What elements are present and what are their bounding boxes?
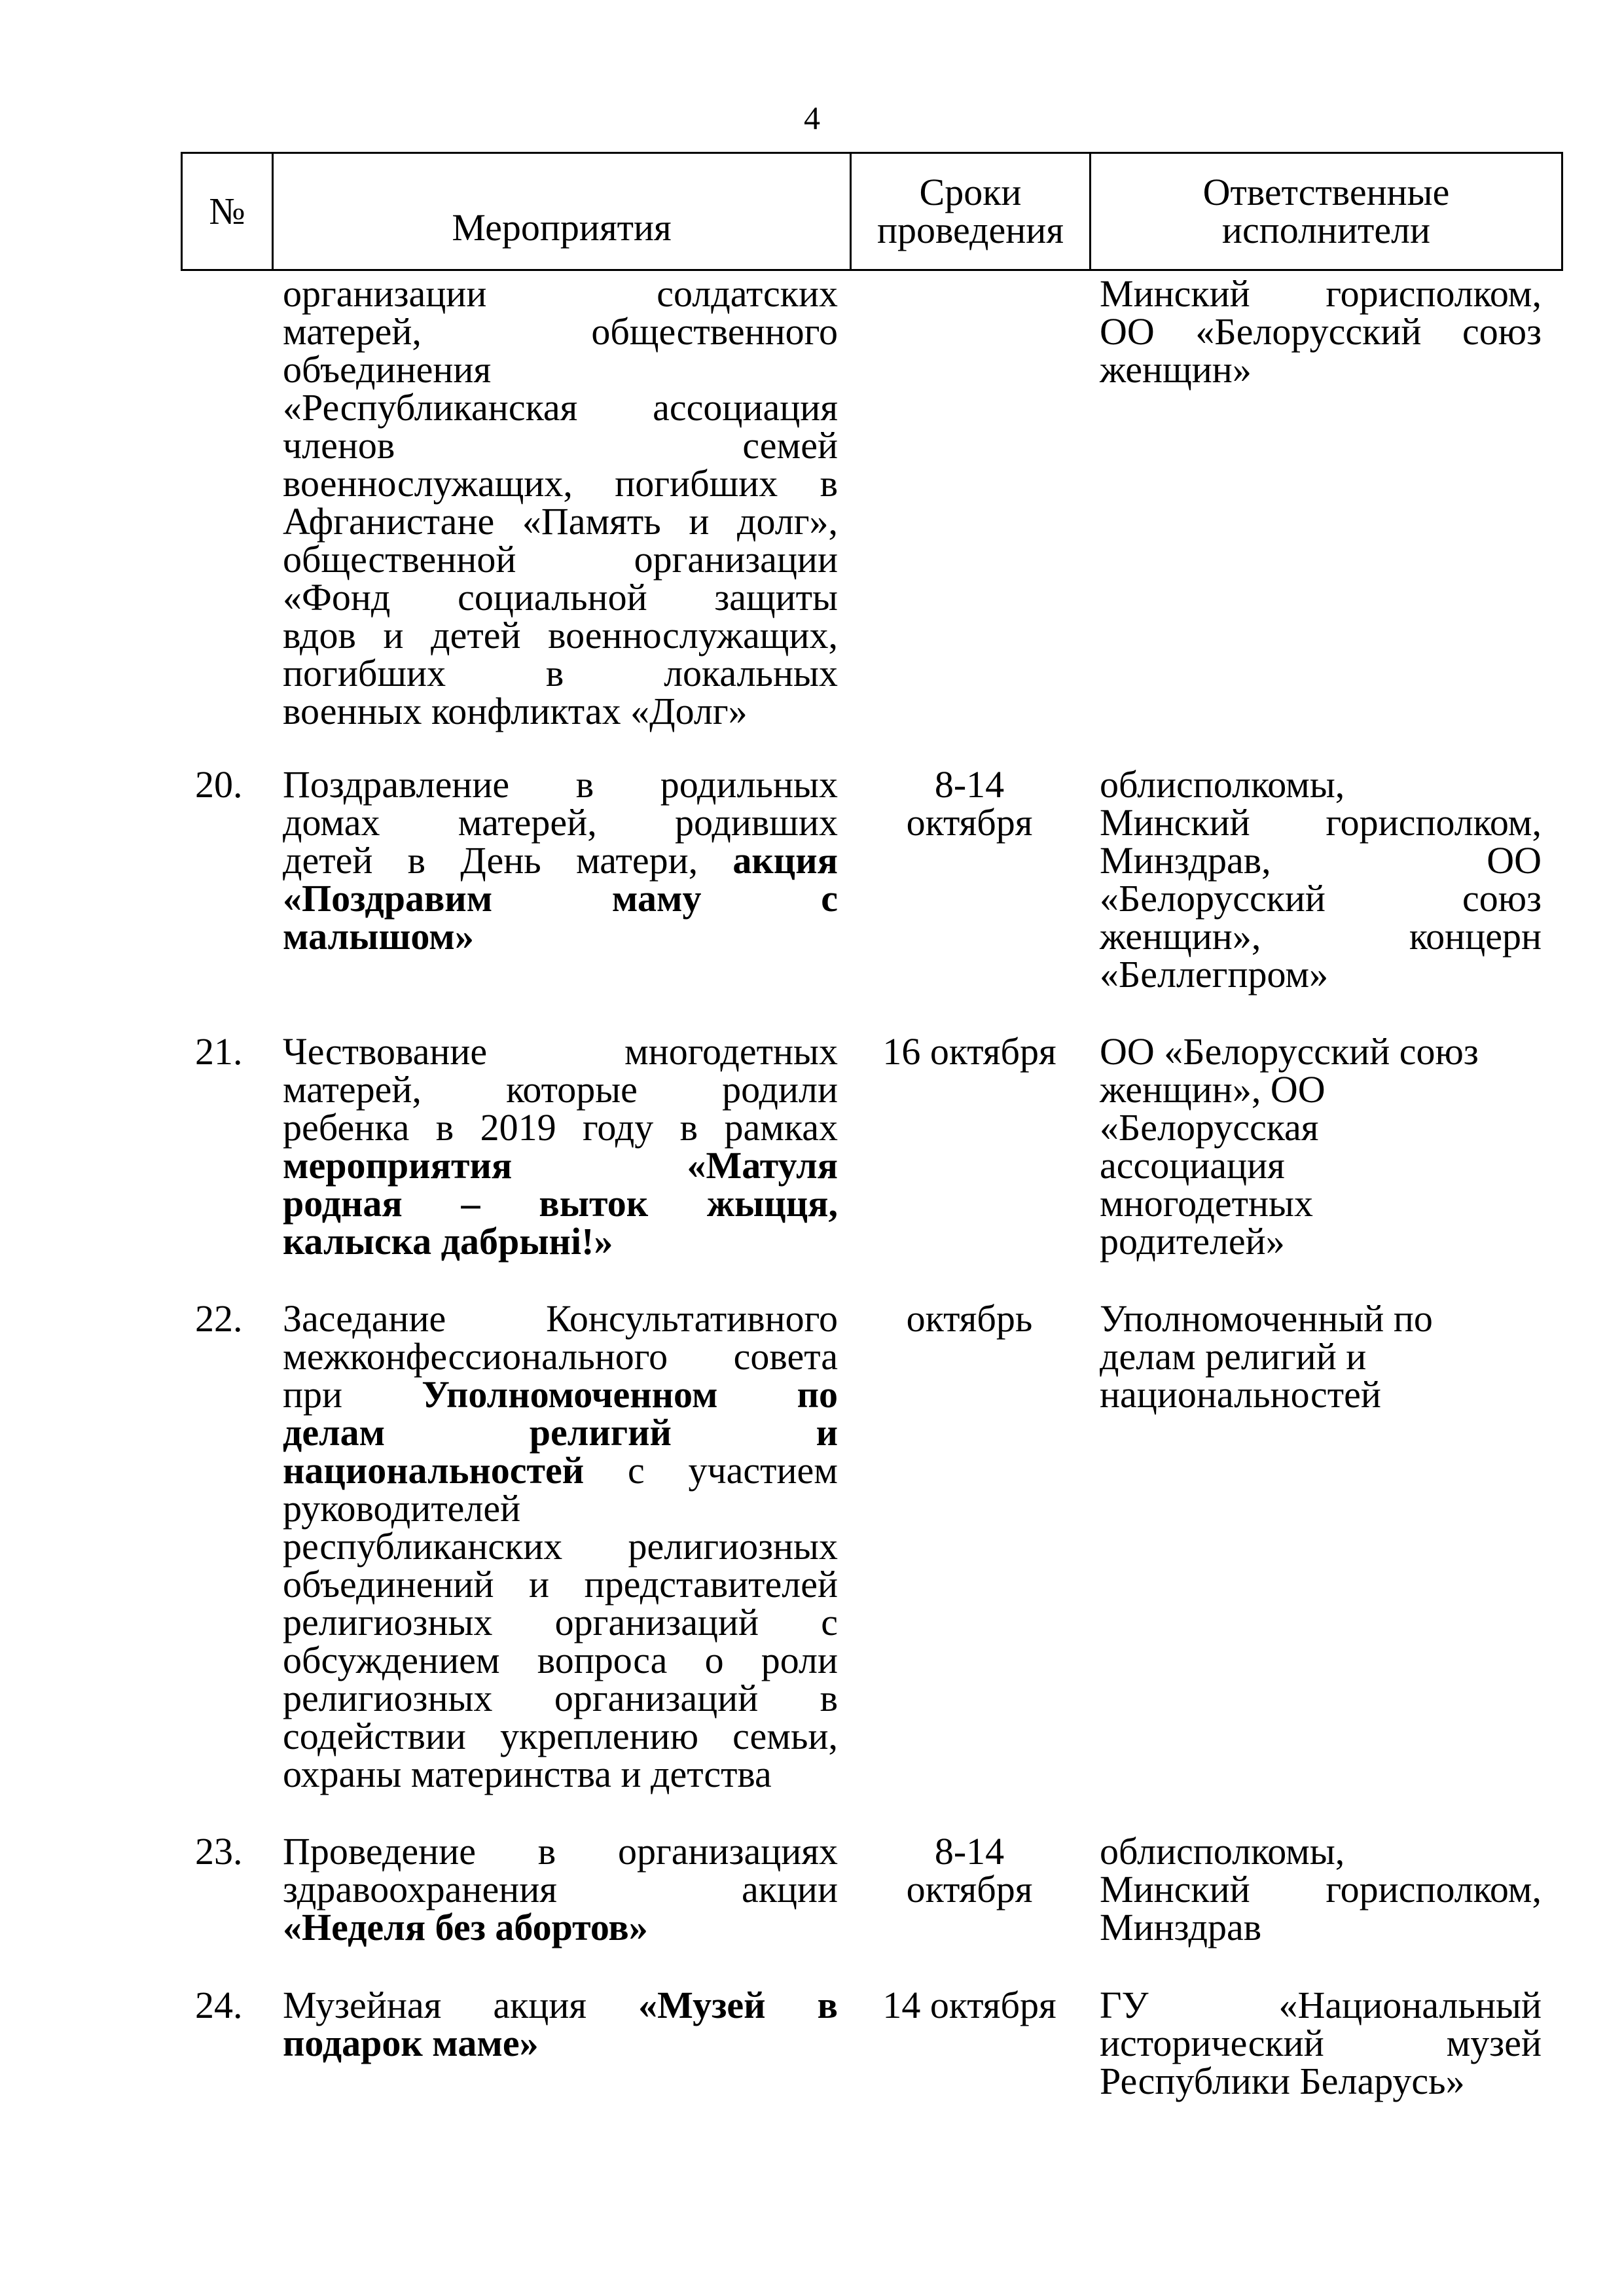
- activity-bold: родная – выток жыцця,: [283, 1182, 838, 1225]
- date-line: 16 октября: [882, 1030, 1056, 1073]
- date-line: октября: [906, 1868, 1033, 1910]
- activity-cell: [283, 763, 838, 958]
- activity-line: [283, 1373, 838, 1416]
- activity-text: с участием: [584, 1449, 838, 1492]
- activity-line: вдов и детей военнослужащих,: [283, 614, 838, 656]
- responsible-line: ГУ «Национальный: [1100, 1984, 1542, 2026]
- responsible-cell: [1100, 763, 1542, 996]
- activity-bold: «Неделя без абортов»: [283, 1906, 648, 1948]
- date-cell: [850, 1030, 1089, 1073]
- activity-line: обсуждением вопроса о роли: [283, 1639, 838, 1681]
- responsible-line: облисполкомы,: [1100, 763, 1345, 806]
- activity-cell: [283, 1030, 838, 1263]
- activity-line: матерей, общественного: [283, 310, 838, 353]
- activity-bold: калыска дабрыні!»: [283, 1220, 613, 1263]
- row-number: 23.: [195, 1830, 243, 1873]
- responsible-line: «Белорусская: [1100, 1106, 1319, 1149]
- responsible-line: женщин», концерн: [1100, 915, 1542, 958]
- responsible-line: Минздрав, ОО: [1100, 839, 1542, 882]
- row-number: 22.: [195, 1297, 243, 1340]
- activity-line: Чествование многодетных: [283, 1030, 838, 1073]
- activity-line: «Фонд социальной защиты: [283, 576, 838, 619]
- responsible-line: Минский горисполком,: [1100, 1868, 1542, 1910]
- activity-text: Музейная акция: [283, 1984, 639, 2026]
- responsible-line: ассоциация: [1100, 1144, 1285, 1187]
- header-responsible-line2: исполнители: [1221, 209, 1431, 251]
- responsible-line: родителей»: [1100, 1220, 1285, 1263]
- activity-line: Заседание Консультативного: [283, 1297, 838, 1340]
- responsible-line: женщин», ОО: [1100, 1068, 1326, 1111]
- activity-bold: мероприятия «Матуля: [283, 1144, 838, 1187]
- activity-line: [283, 839, 838, 882]
- activity-bold: Уполномоченном по: [422, 1373, 838, 1416]
- activity-line: религиозных организаций в: [283, 1677, 838, 1719]
- header-responsible-line1: Ответственные: [1202, 171, 1450, 213]
- date-line: октябрь: [906, 1297, 1033, 1340]
- date-line: 14 октября: [882, 1984, 1056, 2026]
- header-num: №: [209, 190, 245, 232]
- header-dates-line2: проведения: [876, 209, 1064, 251]
- activity-line: Проведение в организациях: [283, 1830, 838, 1873]
- date-cell: [850, 1830, 1089, 1910]
- header-dates: [850, 154, 1089, 269]
- activity-line: [283, 1906, 838, 1948]
- date-cell: [850, 1986, 1089, 2024]
- activity-line: Афганистане «Память и долг»,: [283, 500, 838, 543]
- activity-line: общественной организации: [283, 538, 838, 581]
- responsible-line: женщин»: [1100, 348, 1252, 391]
- activity-line: [283, 915, 838, 958]
- page-number: 4: [804, 99, 820, 136]
- activity-line: объединений и представителей: [283, 1563, 838, 1605]
- activity-line: Поздравление в родильных: [283, 763, 838, 806]
- activity-bold: «Музей в: [638, 1984, 838, 2026]
- activity-text: при: [283, 1373, 422, 1416]
- activity-bold: «Поздравим маму с: [283, 877, 838, 920]
- responsible-line: облисполкомы,: [1100, 1830, 1345, 1873]
- activity-line: членов семей: [283, 424, 838, 467]
- header-dates-line1: Сроки: [919, 171, 1022, 213]
- row-number: 20.: [195, 763, 243, 806]
- responsible-line: Уполномоченный по: [1100, 1297, 1433, 1340]
- header-responsible: [1089, 154, 1561, 269]
- activity-line: погибших в локальных: [283, 652, 838, 694]
- activity-text: детей в День матери,: [283, 839, 733, 882]
- activity-bold: делам религий и: [283, 1411, 838, 1454]
- activity-bold: подарок маме»: [283, 2022, 539, 2064]
- header-activities: Мероприятия: [272, 154, 850, 269]
- activity-line: здравоохранения акции: [283, 1868, 838, 1910]
- activity-cell: [283, 1297, 838, 1795]
- activity-line: [283, 1144, 838, 1187]
- activity-line: [283, 1411, 838, 1454]
- activity-bold: акция: [732, 839, 838, 882]
- activity-line: охраны материнства и детства: [283, 1753, 772, 1795]
- responsible-line: многодетных: [1100, 1182, 1314, 1225]
- responsible-line: Республики Беларусь»: [1100, 2060, 1465, 2102]
- activity-line: республиканских религиозных: [283, 1525, 838, 1568]
- activity-line: религиозных организаций с: [283, 1601, 838, 1643]
- activity-line: [283, 1182, 838, 1225]
- date-line: октября: [906, 801, 1033, 844]
- activity-cell: [283, 272, 838, 732]
- responsible-cell: [1100, 1986, 1542, 2100]
- activity-line: [283, 1220, 838, 1263]
- responsible-line: исторический музей: [1100, 2022, 1542, 2064]
- row-number: 21.: [195, 1030, 243, 1073]
- activity-line: [283, 2024, 838, 2062]
- activity-bold: национальностей: [283, 1449, 585, 1492]
- activity-line: [283, 1449, 838, 1492]
- responsible-line: национальностей: [1100, 1373, 1381, 1416]
- activity-bold: малышом»: [283, 915, 474, 958]
- date-line: 8-14: [934, 763, 1005, 806]
- activity-line: руководителей: [283, 1487, 521, 1530]
- responsible-line: ОО «Белорусский союз: [1100, 310, 1542, 353]
- date-cell: [850, 763, 1089, 844]
- date-cell: [850, 1297, 1089, 1340]
- responsible-line: «Беллегпром»: [1100, 953, 1329, 996]
- date-line: 8-14: [934, 1830, 1005, 1873]
- responsible-cell: [1100, 1830, 1542, 1948]
- responsible-line: делам религий и: [1100, 1335, 1367, 1378]
- activity-line: матерей, которые родили: [283, 1068, 838, 1111]
- activity-line: содействии укреплению семьи,: [283, 1715, 838, 1757]
- responsible-line: Минздрав: [1100, 1906, 1262, 1948]
- activity-line: военных конфликтах «Долг»: [283, 690, 748, 732]
- responsible-line: ОО «Белорусский союз: [1100, 1030, 1479, 1073]
- activity-line: военнослужащих, погибших в: [283, 462, 838, 505]
- activity-line: межконфессионального совета: [283, 1335, 838, 1378]
- responsible-line: «Белорусский союз: [1100, 877, 1542, 920]
- activity-line: [283, 877, 838, 920]
- activity-line: ребенка в 2019 году в рамках: [283, 1106, 838, 1149]
- responsible-cell: [1100, 272, 1542, 391]
- row-number: 24.: [195, 1984, 243, 2026]
- activity-line: домах матерей, родивших: [283, 801, 838, 844]
- responsible-line: Минский горисполком,: [1100, 272, 1542, 315]
- activity-cell: [283, 1986, 838, 2062]
- responsible-cell: [1100, 1030, 1542, 1263]
- activity-cell: [283, 1830, 838, 1948]
- activity-line: объединения: [283, 348, 492, 391]
- table-header: [181, 152, 1563, 271]
- activity-line: организации солдатских: [283, 272, 838, 315]
- responsible-line: Минский горисполком,: [1100, 801, 1542, 844]
- responsible-cell: [1100, 1297, 1542, 1416]
- activity-line: [283, 1986, 838, 2024]
- activity-line: «Республиканская ассоциация: [283, 386, 838, 429]
